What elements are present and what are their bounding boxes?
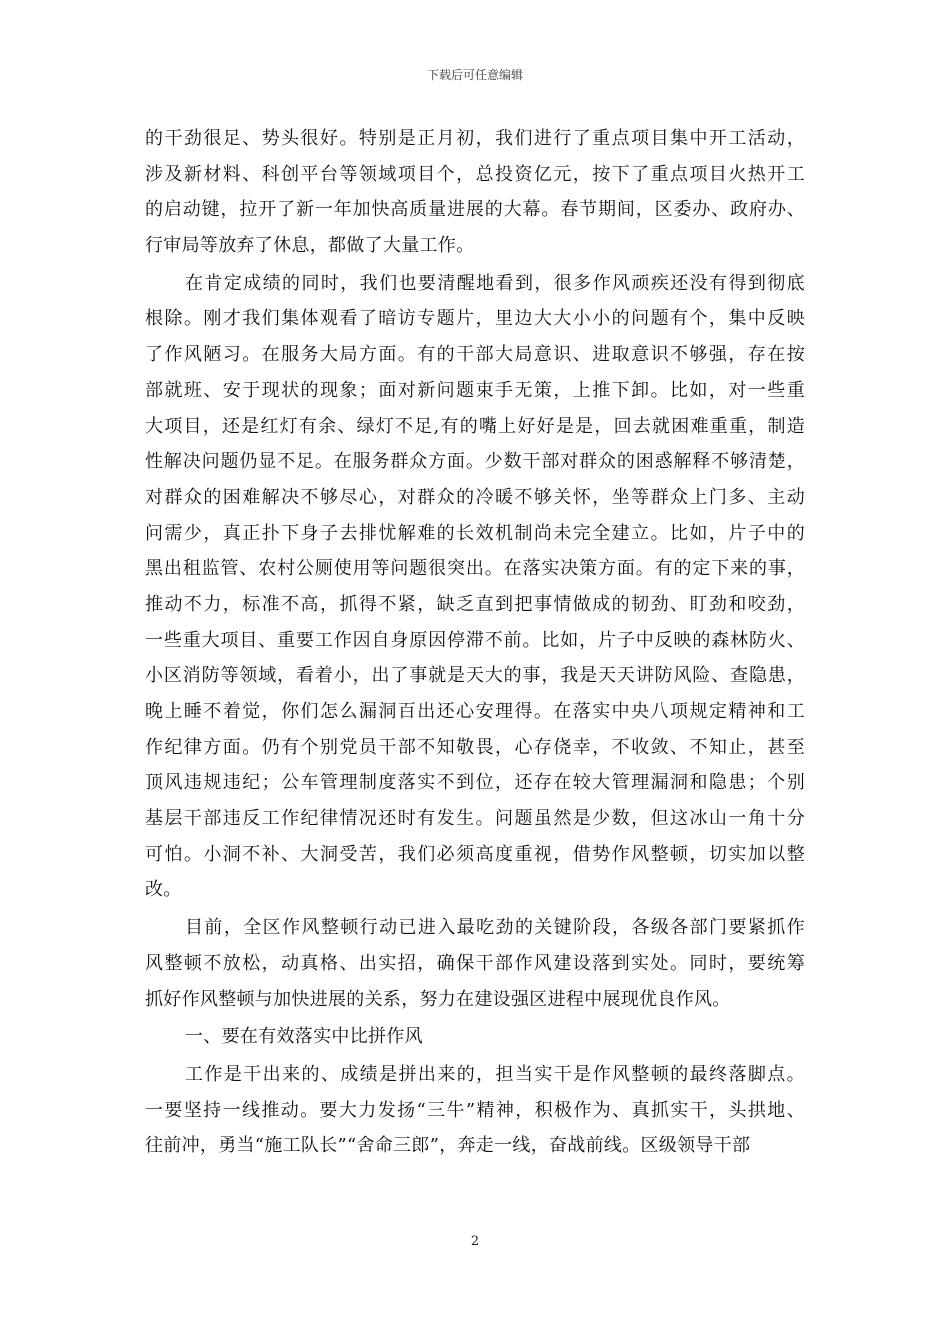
- text-line: 顶风违规违纪；公车管理制度落实不到位，还存在较大管理漏洞和隐患；个别: [145, 772, 805, 794]
- text-line: 改。: [145, 879, 182, 901]
- paragraph: [145, 266, 805, 908]
- text-line: 工作是干出来的、成绩是拼出来的，担当实干是作风整顿的最终落脚点。: [185, 1063, 805, 1085]
- text-line: 一些重大项目、重要工作因自身原因停滞不前。比如，片子中反映的森林防火、: [145, 629, 805, 651]
- text-line: 大项目，还是红灯有余、绿灯不足,有的嘴上好好是是，回去就困难重重，制造: [145, 415, 805, 437]
- paragraph: [145, 1019, 805, 1055]
- text-line: 问需少，真正扑下身子去排忧解难的长效机制尚未完全建立。比如，片子中的: [145, 522, 805, 544]
- text-line: 往前冲，勇当“施工队长”“舍命三郎”，奔走一线，奋战前线。区级领导干部: [145, 1135, 751, 1157]
- text-line: 抓好作风整顿与加快进展的关系，努力在建设强区进程中展现优良作风。: [145, 988, 731, 1010]
- text-line: 性解决问题仍显不足。在服务群众方面。少数干部对群众的困惑解释不够清楚，: [145, 451, 805, 473]
- text-line: 的干劲很足、势头很好。特别是正月初，我们进行了重点项目集中开工活动，: [145, 128, 805, 149]
- paragraph: [145, 121, 805, 264]
- text-line: 可怕。小洞不补、大洞受苦，我们必须高度重视，借势作风整顿，切实加以整: [145, 843, 805, 865]
- page-header: 下载后可任意编辑: [426, 68, 523, 82]
- text-line: 在肯定成绩的同时，我们也要清醒地看到，很多作风顽疾还没有得到彻底: [185, 272, 805, 294]
- text-line: 涉及新材料、科创平台等领域项目个，总投资亿元，按下了重点项目火热开工: [145, 163, 805, 185]
- document-body: [145, 121, 805, 1166]
- page-number: 2: [470, 1234, 480, 1249]
- text-line: 一要坚持一线推动。要大力发扬“三牛”精神，积极作为、真抓实干，头拱地、: [145, 1099, 805, 1121]
- text-line: 根除。刚才我们集体观看了暗访专题片，里边大大小小的问题有个，集中反映: [145, 308, 805, 330]
- text-line: 对群众的困难解决不够尽心，对群众的冷暖不够关怀，坐等群众上门多、主动: [145, 486, 805, 508]
- text-line: 黑出租监管、农村公厕使用等问题很突出。在落实决策方面。有的定下来的事，: [145, 558, 805, 580]
- text-line: 风整顿不放松，动真格、出实招，确保干部作风建设落到实处。同时，要统筹: [145, 952, 805, 974]
- text-line: 晚上睡不着觉，你们怎么漏洞百出还心安理得。在落实中央八项规定精神和工: [145, 701, 805, 722]
- text-line: 小区消防等领域，看着小，出了事就是天大的事，我是天天讲防风险、查隐患，: [145, 665, 805, 687]
- text-line: 行审局等放弃了休息，都做了大量工作。: [145, 235, 475, 257]
- text-line: 了作风陋习。在服务大局方面。有的干部大局意识、进取意识不够强，存在按: [145, 344, 805, 366]
- text-line: 一、要在有效落实中比拼作风: [185, 1026, 423, 1048]
- text-line: 的启动键，拉开了新一年加快高质量进展的大幕。春节期间，区委办、政府办、: [145, 199, 805, 221]
- text-line: 基层干部违反工作纪律情况还时有发生。问题虽然是少数，但这冰山一角十分: [145, 808, 805, 830]
- paragraph: [145, 1057, 805, 1164]
- text-line: 目前，全区作风整顿行动已进入最吃劲的关键阶段，各级各部门要紧抓作: [185, 917, 805, 939]
- paragraph: [145, 910, 805, 1017]
- text-line: 作纪律方面。仍有个别党员干部不知敬畏，心存侥幸，不收敛、不知止，甚至: [145, 736, 805, 758]
- text-line: 推动不力，标准不高，抓得不紧，缺乏直到把事情做成的韧劲、盯劲和咬劲，: [145, 593, 805, 615]
- text-line: 部就班、安于现状的现象；面对新问题束手无策，上推下卸。比如，对一些重: [145, 379, 805, 401]
